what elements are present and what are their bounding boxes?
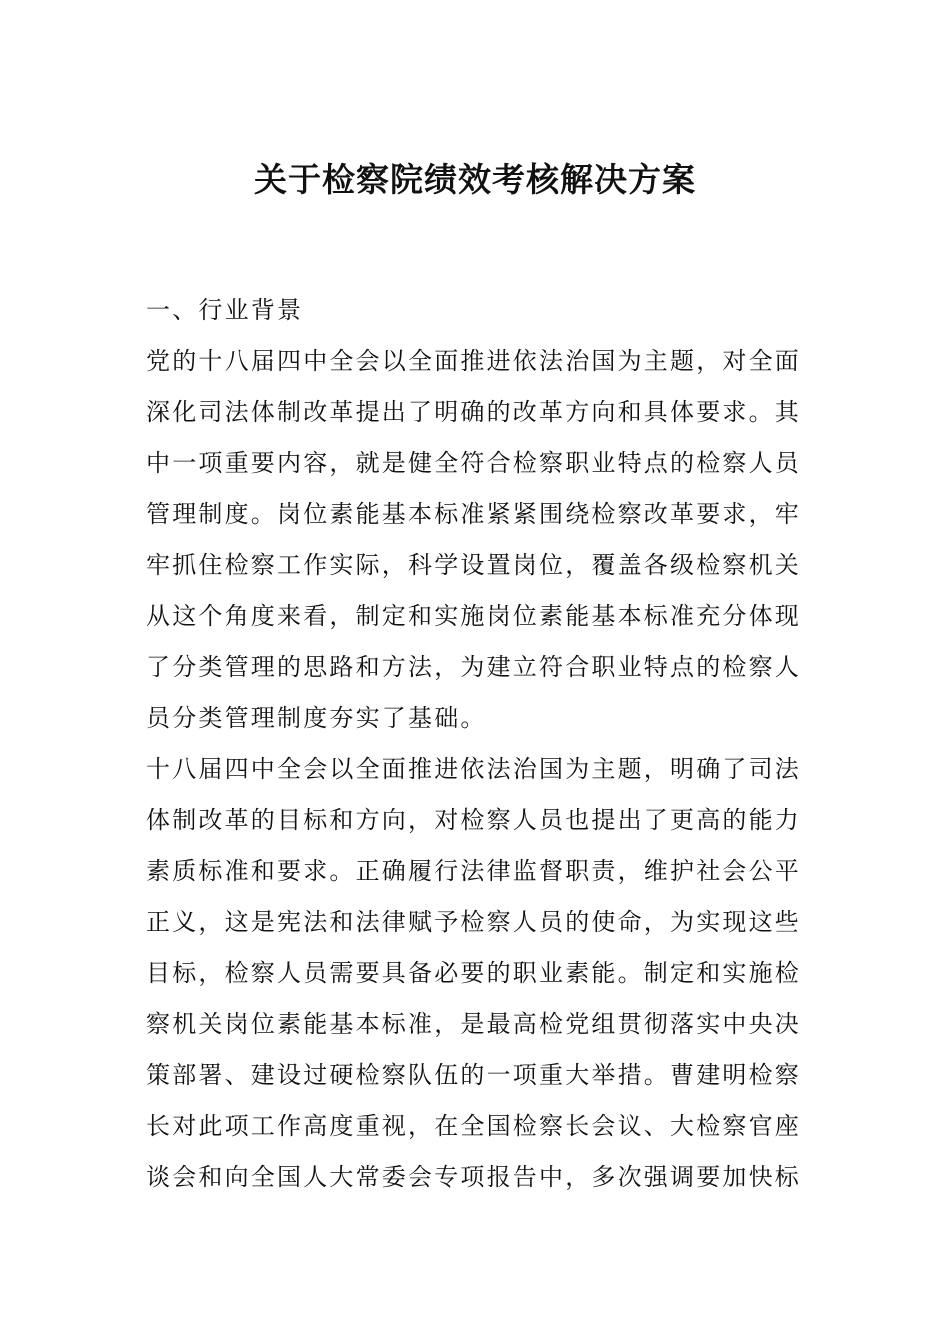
paragraph-line: 十八届四中全会以全面推进依法治国为主题，明确了司法	[146, 755, 801, 783]
paragraph-line: 党的十八届四中全会以全面推进依法治国为主题，对全面	[146, 347, 801, 375]
paragraph-line: 体制改革的目标和方向，对检察人员也提出了更高的能力	[146, 806, 801, 834]
paragraph-line: 从这个角度来看，制定和实施岗位素能基本标准充分体现	[146, 602, 801, 630]
paragraph-line: 中一项重要内容，就是健全符合检察职业特点的检察人员	[146, 449, 801, 477]
paragraph-line: 谈会和向全国人大常委会专项报告中，多次强调要加快标	[146, 1163, 801, 1191]
paragraph-line: 察机关岗位素能基本标准，是最高检党组贯彻落实中央决	[146, 1010, 801, 1038]
paragraph-line: 员分类管理制度夯实了基础。	[146, 704, 487, 732]
paragraph-line: 策部署、建设过硬检察队伍的一项重大举措。曹建明检察	[146, 1061, 801, 1089]
paragraph-line: 长对此项工作高度重视，在全国检察长会议、大检察官座	[146, 1112, 801, 1140]
paragraph-line: 目标，检察人员需要具备必要的职业素能。制定和实施检	[146, 959, 801, 987]
document-title: 关于检察院绩效考核解决方案	[254, 160, 696, 199]
paragraph-line: 管理制度。岗位素能基本标准紧紧围绕检察改革要求，牢	[146, 500, 801, 528]
paragraph-line: 素质标准和要求。正确履行法律监督职责，维护社会公平	[146, 857, 801, 885]
paragraph-line: 深化司法体制改革提出了明确的改革方向和具体要求。其	[146, 398, 801, 426]
document-body	[146, 285, 806, 1203]
section-heading: 一、行业背景	[146, 296, 304, 324]
paragraph-line: 牢抓住检察工作实际，科学设置岗位，覆盖各级检察机关	[146, 551, 801, 579]
paragraph-line: 了分类管理的思路和方法，为建立符合职业特点的检察人	[146, 653, 801, 681]
paragraph-line: 正义，这是宪法和法律赋予检察人员的使命，为实现这些	[146, 908, 801, 936]
